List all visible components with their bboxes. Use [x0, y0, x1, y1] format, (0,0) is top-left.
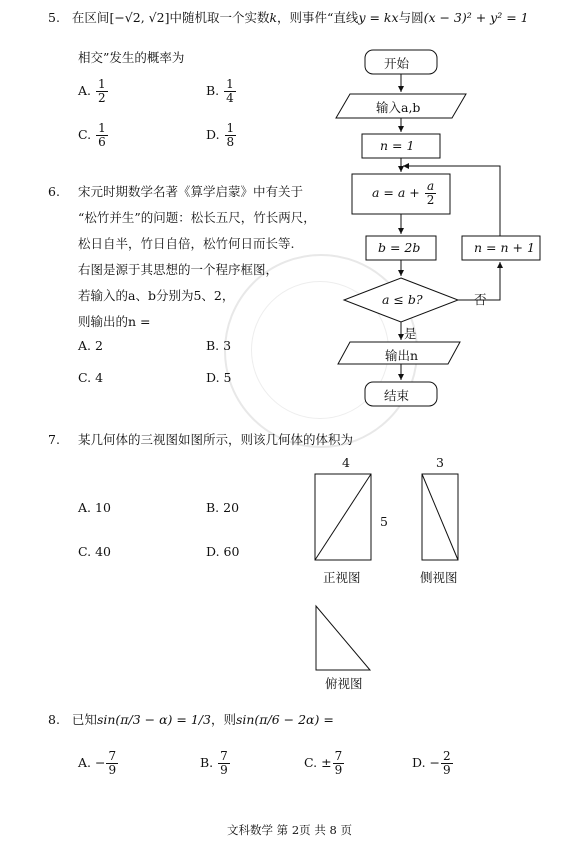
- q8-option-d-num: 2: [443, 749, 451, 763]
- q8-option-a: [78, 750, 119, 777]
- q7-option-a-value: 10: [95, 500, 111, 515]
- flow-yes-label: 是: [404, 326, 417, 341]
- q6-option-c-value: 4: [95, 370, 104, 385]
- q8-option-b: [200, 750, 231, 777]
- q8-option-d-label: D.: [412, 755, 426, 770]
- flow-a-update-pre: a = a +: [372, 185, 420, 200]
- q6-option-b-value: 3: [223, 338, 232, 353]
- q5-number: 5.: [48, 10, 60, 25]
- q5-option-b-label: B.: [206, 83, 220, 98]
- q5-and-circle: 与圆: [398, 10, 424, 25]
- q8-given-expr: sin(π/3 − α) = 1/3: [96, 712, 211, 727]
- q8-ask-expr: sin(π/6 − 2α) =: [235, 712, 334, 727]
- q6-line-6: 则输出的n =: [78, 314, 151, 329]
- q5-option-c-num: 1: [98, 121, 106, 135]
- q8-option-b-label: B.: [200, 755, 214, 770]
- flow-a-frac-den: 2: [426, 193, 435, 207]
- flow-a-update-text: [372, 180, 437, 207]
- q5-interval: [−√2, √2]: [109, 10, 170, 25]
- q5-option-b-num: 1: [226, 77, 234, 91]
- q8-option-c: [304, 750, 345, 777]
- front-view-diagonal: [315, 474, 371, 560]
- q8-sep: ，则: [210, 712, 236, 727]
- q5-post: ，则事件“直线: [277, 10, 359, 25]
- flow-start-text: 开始: [384, 56, 410, 71]
- q6-option-a-value: 2: [95, 338, 103, 353]
- q6-option-d-value: 5: [223, 370, 232, 385]
- q5-pre: 在区间: [71, 10, 110, 25]
- q5-option-b-den: 4: [226, 91, 234, 105]
- q5-option-b: [206, 78, 237, 105]
- q7-option-a: [78, 500, 111, 516]
- q7-option-c: [78, 544, 111, 560]
- q6-option-c-label: C.: [78, 370, 92, 385]
- q6-number: 6.: [48, 184, 60, 199]
- q6-line-5: 若输入的a、b分别为5、2，: [78, 288, 235, 303]
- q7-option-b-value: 20: [223, 500, 240, 515]
- flow-init-text: n = 1: [380, 138, 415, 153]
- flow-end-text: 结束: [384, 388, 410, 403]
- q5-option-c-label: C.: [78, 127, 92, 142]
- q8-line: [48, 712, 334, 728]
- q5-line-eq: y = kx: [358, 10, 399, 25]
- flow-n-update-text: n = n + 1: [474, 240, 535, 255]
- q7-option-c-label: C.: [78, 544, 92, 559]
- flow-no-label: 否: [474, 292, 487, 307]
- flow-output-text: 输出n: [385, 348, 419, 363]
- q5-option-d-num: 1: [226, 121, 235, 135]
- q8-option-d-sign: −: [429, 755, 441, 770]
- front-width-label: 4: [342, 455, 350, 470]
- q6-option-d-label: D.: [206, 370, 220, 385]
- q6-line-1: 宋元时期数学名著《算学启蒙》中有关于: [78, 184, 304, 199]
- q8-option-a-label: A.: [78, 755, 92, 770]
- front-height-label: 5: [380, 514, 388, 529]
- q8-option-c-sign: ±: [321, 755, 332, 770]
- q7-number: 7.: [48, 432, 60, 447]
- q7-option-a-label: A.: [78, 500, 92, 515]
- q6-option-d: [206, 370, 232, 386]
- q5-option-a-num: 1: [98, 77, 106, 91]
- q8-option-d: [412, 750, 454, 777]
- q6-option-a-label: A.: [78, 338, 92, 353]
- flowchart-diagram: [330, 48, 570, 418]
- q5-circle-eq: (x − 3)² + y² = 1: [423, 10, 529, 25]
- q6-option-b-label: B.: [206, 338, 220, 353]
- flow-condition-text: a ≤ b?: [382, 292, 423, 307]
- flow-a-frac-num: a: [427, 179, 435, 193]
- q8-option-c-num: 7: [334, 749, 343, 763]
- q8-option-b-den: 9: [220, 763, 228, 777]
- q8-option-a-den: 9: [108, 763, 117, 777]
- q6-line-2: “松竹并生”的问题：松长五尺，竹长两尺，: [78, 210, 316, 225]
- q5-option-c: [78, 122, 109, 149]
- q8-option-d-den: 9: [443, 763, 451, 777]
- q5-option-c-den: 6: [98, 135, 106, 149]
- q6-option-b: [206, 338, 231, 354]
- q5-option-a-den: 2: [98, 91, 106, 105]
- q7-text: 某几何体的三视图如图所示，则该几何体的体积为: [78, 432, 354, 447]
- q8-option-c-den: 9: [334, 763, 343, 777]
- q8-option-a-num: 7: [108, 749, 117, 763]
- front-view-label: 正视图: [323, 570, 361, 585]
- q5-k: k: [269, 10, 278, 25]
- q5-option-a-label: A.: [78, 83, 92, 98]
- flow-input-text: 输入a,b: [376, 100, 421, 115]
- q5-line1: [48, 10, 529, 26]
- q7-option-d: [206, 544, 239, 560]
- top-view-label: 俯视图: [325, 676, 363, 691]
- side-view-diagonal: [422, 474, 458, 560]
- q7-option-d-label: D.: [206, 544, 220, 559]
- top-view-triangle: [316, 606, 370, 670]
- q7-option-c-value: 40: [95, 544, 111, 559]
- side-view-label: 侧视图: [420, 570, 458, 585]
- page-footer: 文科数学 第 2页 共 8 页: [227, 823, 352, 837]
- q7-option-b-label: B.: [206, 500, 220, 515]
- q6-line-4: 右图是源于其思想的一个程序框图，: [78, 262, 279, 277]
- flow-b-update-text: b = 2b: [378, 240, 421, 255]
- q7-option-d-value: 60: [223, 544, 240, 559]
- q5-mid: 中随机取一个实数: [169, 10, 270, 25]
- q8-number: 8.: [48, 712, 60, 727]
- q8-option-a-sign: −: [95, 755, 106, 770]
- q6-option-a: [78, 338, 103, 354]
- q5-option-d-label: D.: [206, 127, 220, 142]
- q5-option-a: [78, 78, 109, 105]
- q5-option-d: [206, 122, 237, 149]
- q8-option-c-label: C.: [304, 755, 318, 770]
- q5-option-d-den: 8: [226, 135, 235, 149]
- q5-line2: 相交”发生的概率为: [78, 50, 185, 65]
- q8-option-b-num: 7: [220, 749, 228, 763]
- q7-option-b: [206, 500, 239, 516]
- q6-line-3: 松日自半，竹日自倍，松竹何日而长等.: [78, 236, 295, 251]
- q6-option-c: [78, 370, 103, 386]
- q8-given-pre: 已知: [71, 712, 97, 727]
- side-width-label: 3: [436, 455, 444, 470]
